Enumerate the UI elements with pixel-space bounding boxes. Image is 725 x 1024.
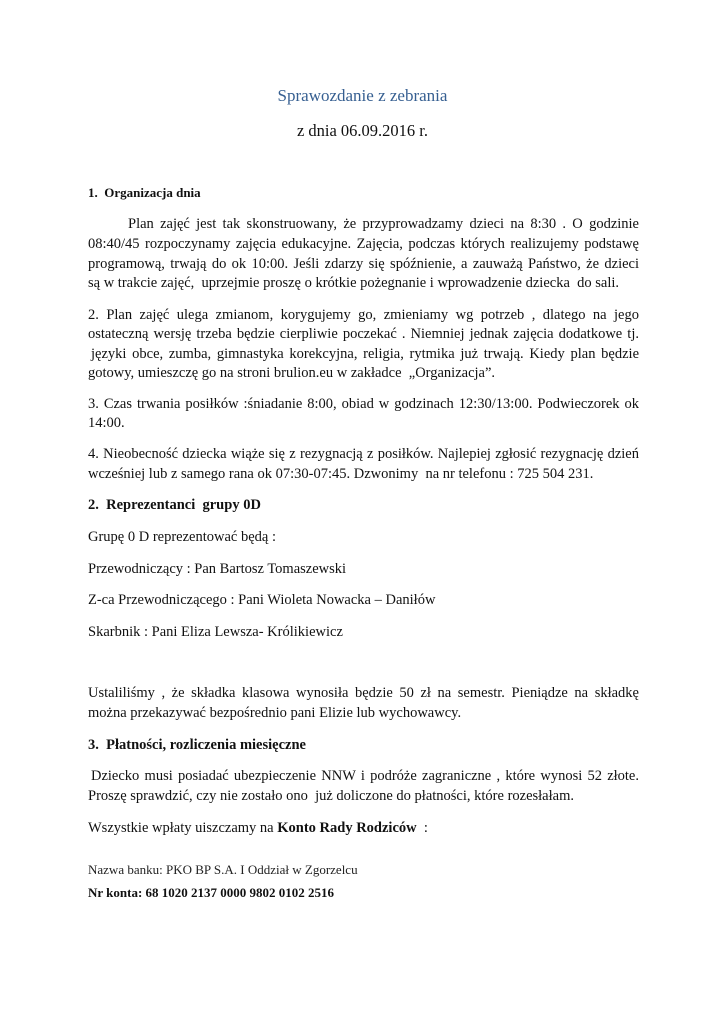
meeting-date: z dnia 06.09.2016 r. [296, 121, 429, 140]
representative-chair: Przewodniczący : Pan Bartosz Tomaszewski [88, 561, 347, 577]
paragraph-line: 14:00. [88, 415, 125, 431]
representative-treasurer: Skarbnik : Pani Eliza Lewsza- Królikiewicz [88, 624, 343, 640]
paragraph-line: są w trakcie zajęć, uprzejmie proszę o krótkie pożegnanie i wprowadzenie dziecka do sali. [88, 275, 620, 291]
paragraph-line: można przekazywać bezpośrednio pani Elizie lub wychowawcy. [88, 705, 462, 721]
paragraph-line: Plan zajęć jest tak skonstruowany, że przyprowadzamy dzieci na 8:30 . O godzinie [128, 216, 639, 232]
account-holder-name: Konto Rady Rodziców [277, 820, 417, 836]
paragraph-line: języki obce, zumba, gimnastyka korekcyjna, religia, rytmika już trwają. Kiedy plan będzie [91, 346, 639, 362]
paragraph-line: ostateczną wersję trzeba będzie cierpliwie poczekać . Niemniej jednak zajęcia dodatkowe tj. [88, 326, 639, 342]
account-number: Nr konta: 68 1020 2137 0000 9802 0102 2516 [88, 885, 335, 900]
paragraph-line: wcześniej lub z samego rana ok 07:30-07:45. Dzwonimy na nr telefonu : 725 504 231. [88, 466, 594, 482]
paragraph-line: 2. Plan zajęć ulega zmianom, korygujemy go, zmieniamy wg potrzeb , dlatego na jego [88, 307, 639, 323]
representative-vice-chair: Z-ca Przewodniczącego : Pani Wioleta Nowacka – Daniłów [88, 592, 436, 608]
paragraph-line: 3. Czas trwania posiłków :śniadanie 8:00, obiad w godzinach 12:30/13:00. Podwieczorek ok [88, 396, 639, 412]
payments-suffix: : [416, 820, 428, 836]
section-heading-payments: 3. Płatności, rozliczenia miesięczne [88, 737, 306, 753]
document-title: Sprawozdanie z zebrania [277, 86, 448, 105]
section-heading-organization: 1. Organizacja dnia [88, 185, 201, 200]
paragraph-line: 08:40/45 rozpoczynamy zajęcia edukacyjne. Zajęcia, podczas których realizujemy podstawę [88, 236, 639, 252]
representatives-intro: Grupę 0 D reprezentować będą : [88, 529, 277, 545]
section-heading-representatives: 2. Reprezentanci grupy 0D [88, 497, 261, 513]
payments-prefix: Wszystkie wpłaty uiszczamy na [88, 820, 278, 836]
payments-instruction [88, 818, 639, 838]
bank-name: Nazwa banku: PKO BP S.A. I Oddział w Zgorzelcu [88, 862, 358, 877]
paragraph-line: 4. Nieobecność dziecka wiąże się z rezygnacją z posiłków. Najlepiej zgłosić rezygnację dzień [88, 446, 639, 462]
paragraph-line: gotowy, umieszczę go na stroni brulion.eu w zakładce „Organizacja”. [88, 365, 496, 381]
paragraph-line: Ustaliliśmy , że składka klasowa wynosiła będzie 50 zł na semestr. Pieniądze na składkę [88, 685, 639, 701]
paragraph-line: Dziecko musi posiadać ubezpieczenie NNW i podróże zagraniczne , które wynosi 52 złote. [91, 768, 639, 784]
paragraph-line: Proszę sprawdzić, czy nie zostało ono już doliczone do płatności, które rozesłałam. [88, 788, 574, 804]
paragraph-line: programową, trwają do ok 10:00. Jeśli zdarzy się spóźnienie, a zauważą Państwo, że dzieci [88, 256, 639, 272]
